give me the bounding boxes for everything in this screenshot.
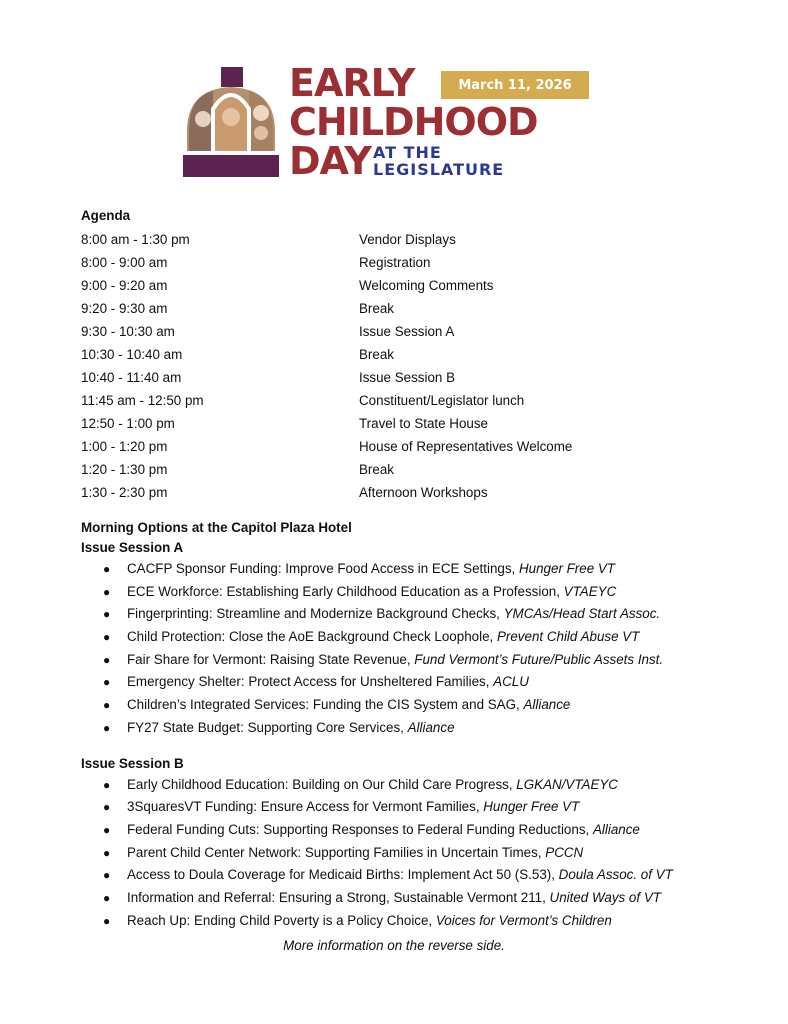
- bullet-icon: ●: [103, 675, 111, 690]
- session-item: [103, 649, 721, 672]
- session-topic: FY27 State Budget: Supporting Core Services,: [127, 719, 408, 735]
- agenda-event: Welcoming Comments: [359, 278, 494, 293]
- session-item: [103, 774, 721, 797]
- session-topic: ECE Workforce: Establishing Early Childhood Education as a Profession,: [127, 583, 564, 599]
- session-organization: Voices for Vermont’s Children: [435, 912, 612, 928]
- session-organization: Doula Assoc. of VT: [558, 867, 673, 883]
- bullet-icon: ●: [103, 630, 111, 645]
- subtitle-line-legislature: LEGISLATURE: [373, 160, 505, 179]
- subtitle: [373, 144, 504, 178]
- agenda-time: 1:30 - 2:30 pm: [81, 485, 168, 500]
- session-b-heading: Issue Session B: [81, 755, 184, 771]
- session-organization: YMCAs/Head Start Assoc.: [503, 606, 661, 622]
- agenda-row: [81, 297, 721, 320]
- agenda-time: 12:50 - 1:00 pm: [81, 416, 175, 431]
- agenda-event: Vendor Displays: [359, 232, 456, 247]
- session-organization: Hunger Free VT: [483, 799, 580, 815]
- agenda-row: [81, 481, 721, 504]
- session-item: [103, 796, 721, 819]
- document-body: [81, 206, 721, 932]
- session-topic: 3SquaresVT Funding: Ensure Access for Vermont Families,: [127, 799, 484, 815]
- agenda-time: 9:20 - 9:30 am: [81, 301, 168, 316]
- session-topic: Information and Referral: Ensuring a Strong, Sustainable Vermont 211,: [127, 889, 550, 905]
- session-organization: PCCN: [545, 844, 584, 860]
- agenda-event: Afternoon Workshops: [359, 485, 488, 500]
- session-topic: Federal Funding Cuts: Supporting Responses to Federal Funding Reductions,: [127, 821, 593, 837]
- session-item: [103, 603, 721, 626]
- morning-options-section: [81, 518, 721, 740]
- event-date-badge: March 11, 2026: [441, 71, 589, 99]
- agenda-event: Registration: [359, 255, 431, 270]
- agenda-row: [81, 366, 721, 389]
- agenda-event: Issue Session A: [359, 324, 455, 339]
- session-organization: Prevent Child Abuse VT: [496, 629, 640, 645]
- reverse-side-note: More information on the reverse side.: [283, 938, 505, 953]
- agenda-event: Break: [359, 301, 394, 316]
- bullet-icon: ●: [103, 562, 111, 576]
- morning-options-heading: Morning Options at the Capitol Plaza Hotel: [81, 520, 352, 535]
- session-item: [103, 717, 721, 740]
- agenda-row: [81, 412, 721, 435]
- title-line-early: EARLY: [289, 61, 415, 105]
- session-organization: Fund Vermont’s Future/Public Assets Inst.: [414, 651, 664, 667]
- agenda-time: 1:00 - 1:20 pm: [81, 439, 168, 454]
- bullet-icon: ●: [103, 777, 111, 792]
- bullet-icon: ●: [103, 890, 111, 905]
- session-topic: Fingerprinting: Streamline and Modernize Background Checks,: [127, 606, 504, 622]
- bullet-icon: ●: [103, 868, 111, 883]
- session-topic: Reach Up: Ending Child Poverty is a Policy Choice,: [127, 912, 436, 928]
- session-b-section: [81, 754, 721, 933]
- session-organization: Alliance: [407, 719, 455, 735]
- title-line-childhood: CHILDHOOD: [289, 100, 538, 144]
- session-topic: Children’s Integrated Services: Funding the CIS System and SAG,: [127, 697, 524, 713]
- bullet-icon: ●: [103, 584, 111, 599]
- agenda-time: 1:20 - 1:30 pm: [81, 462, 168, 477]
- session-topic: Early Childhood Education: Building on Our Child Care Progress,: [127, 776, 517, 792]
- session-item: [103, 819, 721, 842]
- session-organization: Hunger Free VT: [518, 561, 615, 576]
- session-organization: United Ways of VT: [549, 889, 661, 905]
- bullet-icon: ●: [103, 652, 111, 667]
- agenda-row: [81, 389, 721, 412]
- agenda-time: 8:00 - 9:00 am: [81, 255, 168, 270]
- session-topic: Emergency Shelter: Protect Access for Unsheltered Families,: [127, 674, 494, 690]
- agenda-time: 9:30 - 10:30 am: [81, 324, 175, 339]
- session-item: [103, 671, 721, 694]
- agenda-event: Break: [359, 347, 394, 362]
- agenda-row: [81, 435, 721, 458]
- session-organization: ACLU: [493, 674, 529, 690]
- session-topic: CACFP Sponsor Funding: Improve Food Access in ECE Settings,: [127, 561, 519, 576]
- capitol-dome-icon: [183, 67, 279, 179]
- agenda-row: [81, 320, 721, 343]
- session-item: [103, 842, 721, 865]
- agenda-row: [81, 274, 721, 297]
- agenda-row: [81, 228, 721, 251]
- session-item: [103, 694, 721, 717]
- session-topic: Access to Doula Coverage for Medicaid Births: Implement Act 50 (S.53),: [127, 867, 559, 883]
- agenda-row: [81, 458, 721, 481]
- session-a-heading: Issue Session A: [81, 540, 184, 555]
- agenda-time: 8:00 am - 1:30 pm: [81, 232, 190, 247]
- agenda-event: Issue Session B: [359, 370, 456, 385]
- agenda-heading: Agenda: [81, 208, 131, 223]
- session-item: [103, 626, 721, 649]
- event-logo: [183, 61, 593, 183]
- agenda-time: 10:40 - 11:40 am: [81, 370, 182, 385]
- session-a-list: [81, 558, 721, 740]
- session-topic: Child Protection: Close the AoE Background Check Loophole,: [127, 629, 497, 645]
- session-organization: VTAEYC: [563, 583, 617, 599]
- session-organization: LGKAN/VTAEYC: [516, 776, 618, 792]
- agenda-time: 9:00 - 9:20 am: [81, 278, 168, 293]
- session-item: [103, 558, 721, 581]
- session-organization: Alliance: [592, 821, 640, 837]
- agenda-event: Break: [359, 462, 394, 477]
- session-item: [103, 581, 721, 604]
- session-topic: Parent Child Center Network: Supporting Families in Uncertain Times,: [127, 844, 546, 860]
- bullet-icon: ●: [103, 800, 111, 815]
- bullet-icon: ●: [103, 822, 111, 837]
- subtitle-line-at-the: AT THE: [373, 143, 442, 162]
- agenda-table: [81, 228, 721, 504]
- session-b-list: [81, 774, 721, 933]
- agenda-event: Travel to State House: [359, 416, 489, 431]
- agenda-event: Constituent/Legislator lunch: [359, 393, 525, 408]
- session-item: [103, 864, 721, 887]
- agenda-row: [81, 251, 721, 274]
- title-line-day: DAY: [289, 139, 371, 183]
- bullet-icon: ●: [103, 845, 111, 860]
- bullet-icon: ●: [103, 720, 111, 735]
- bullet-icon: ●: [103, 607, 111, 622]
- agenda-row: [81, 343, 721, 366]
- session-item: [103, 910, 721, 933]
- agenda-time: 10:30 - 10:40 am: [81, 347, 183, 362]
- agenda-time: 11:45 am - 12:50 pm: [81, 393, 204, 408]
- session-organization: Alliance: [523, 697, 571, 713]
- session-topic: Fair Share for Vermont: Raising State Revenue,: [127, 651, 415, 667]
- bullet-icon: ●: [103, 913, 111, 928]
- session-item: [103, 887, 721, 910]
- bullet-icon: ●: [103, 698, 111, 713]
- agenda-event: House of Representatives Welcome: [359, 439, 573, 454]
